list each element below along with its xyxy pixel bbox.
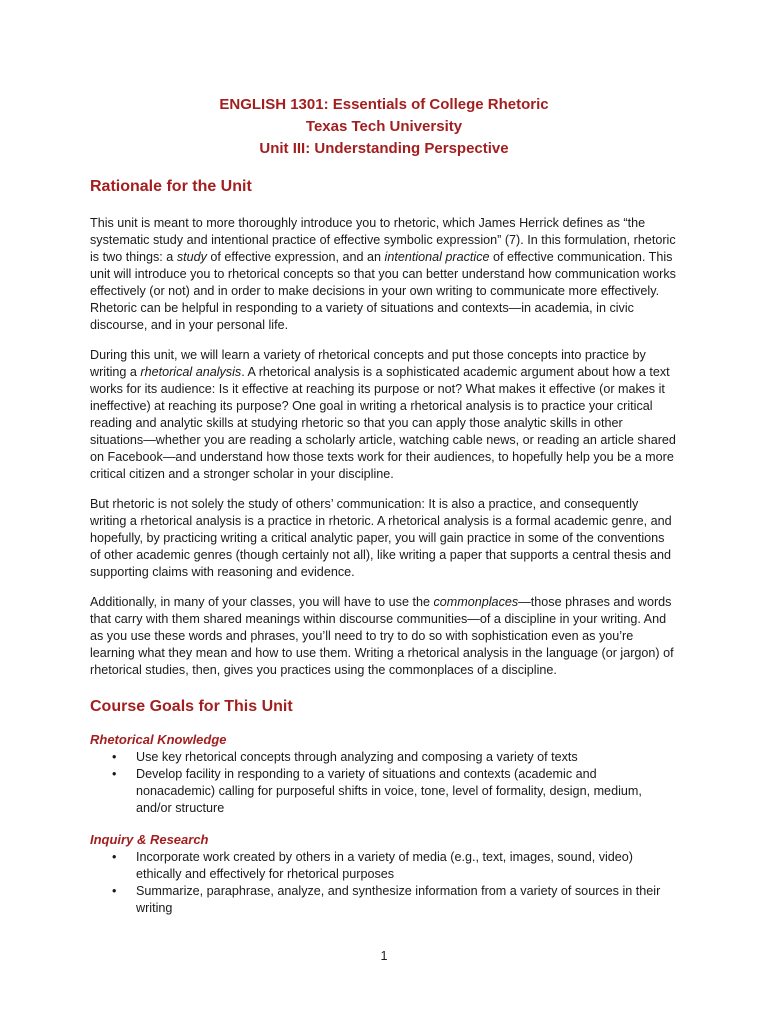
bullet-icon: • — [112, 767, 117, 781]
university-name: Texas Tech University — [305, 118, 463, 135]
page-number: 1 — [380, 949, 388, 963]
rationale-paragraph-3: But rhetoric is not solely the study of others’ communication: It is also a practice, and consequently writing a rhetorical analysis is a practice in rhetoric. A rhetorical analysis is a formal academic genre, and hopefully, by practicing writing a critical analytic paper, you will gain practice in some of the conventions of other academic genres (though certainly not all), like writing a paper that supports a central thesis and supporting claims with reasoning and evidence. — [90, 497, 672, 579]
course-title: ENGLISH 1301: Essentials of College Rhetoric — [219, 96, 549, 113]
goal-group-title: Inquiry & Research — [90, 832, 209, 847]
rationale-heading: Rationale for the Unit — [90, 178, 252, 195]
bullet-icon: • — [112, 750, 117, 764]
list-item — [90, 883, 678, 917]
list-item-text: Incorporate work created by others in a variety of media (e.g., text, images, sound, video) ethically and effectively for rhetorical purposes — [136, 850, 633, 881]
text-run: of effective expression, and an — [206, 250, 385, 264]
emphasis-commonplaces: commonplaces — [433, 595, 519, 609]
text-run: —those phrases and words that carry with them shared meanings within discourse communities—of a discipline in your writing. And as you use these words and phrases, you’ll need to try to do so with sophistication even as you’re learning what they mean and how to use them. Writing a rhetorical analysis in the language (or jargon) of rhetorical studies, then, gives you practices using the commonplaces of a discipline. — [90, 595, 674, 677]
unit-title: Unit III: Understanding Perspective — [259, 140, 509, 157]
rationale-paragraph-1 — [90, 215, 678, 334]
goal-list-rhetorical-knowledge — [90, 749, 678, 817]
text-run: This unit is meant to more thoroughly introduce you to rhetoric, which James Herrick defines as “the systematic study and intentional practice of effective symbolic expression” (7). In this formulation, rhetoric is two things: a — [90, 216, 676, 264]
goal-list-inquiry-research — [90, 849, 678, 917]
list-item-text: Summarize, paraphrase, analyze, and synthesize information from a variety of sources in their writing — [136, 884, 661, 915]
list-item — [90, 849, 678, 883]
list-item-text: Use key rhetorical concepts through analyzing and composing a variety of texts — [136, 750, 578, 764]
course-goals-heading: Course Goals for This Unit — [90, 698, 293, 715]
bullet-icon: • — [112, 884, 117, 898]
list-item — [90, 766, 678, 817]
rationale-paragraph-4 — [90, 594, 678, 679]
list-item-text: Develop facility in responding to a variety of situations and contexts (academic and nonacademic) calling for purposeful shifts in voice, tone, level of formality, design, medium, and/or structure — [136, 767, 642, 815]
goal-group-title: Rhetorical Knowledge — [90, 732, 227, 747]
emphasis-study: study — [176, 250, 207, 264]
text-run: During this unit, we will learn a variety of rhetorical concepts and put those concepts into practice by writing a — [90, 348, 646, 379]
list-item — [90, 749, 678, 766]
emphasis-rhetorical-analysis: rhetorical analysis — [140, 365, 242, 379]
text-run: Additionally, in many of your classes, you will have to use the — [90, 595, 434, 609]
rationale-paragraph-2 — [90, 347, 678, 483]
emphasis-intentional-practice: intentional practice — [384, 250, 490, 264]
text-run: . A rhetorical analysis is a sophisticated academic argument about how a text works for its audience: Is it effective at reaching its purpose or not? What makes it effective (or makes it ineffective) at reaching its purpose? One goal in writing a rhetorical analysis is to practice your critical reading and analytic skills at studying rhetoric so that you can apply those analytic skills in other situations—whether you are reading a scholarly article, watching cable news, or reading an article shared on Facebook—and understand how those texts work for their audiences, to hopefully help you be a more critical citizen and a stronger scholar in your discipline. — [90, 365, 676, 481]
bullet-icon: • — [112, 850, 117, 864]
text-run: of effective communication. This unit will introduce you to rhetorical concepts so that you can better understand how communication works effectively (or not) and in order to make decisions in your own writing to communicate more effectively. Rhetoric can be helpful in responding to a variety of situations and contexts—in academia, in civic discourse, and in your personal life. — [90, 250, 676, 332]
document-title-block — [90, 94, 678, 160]
